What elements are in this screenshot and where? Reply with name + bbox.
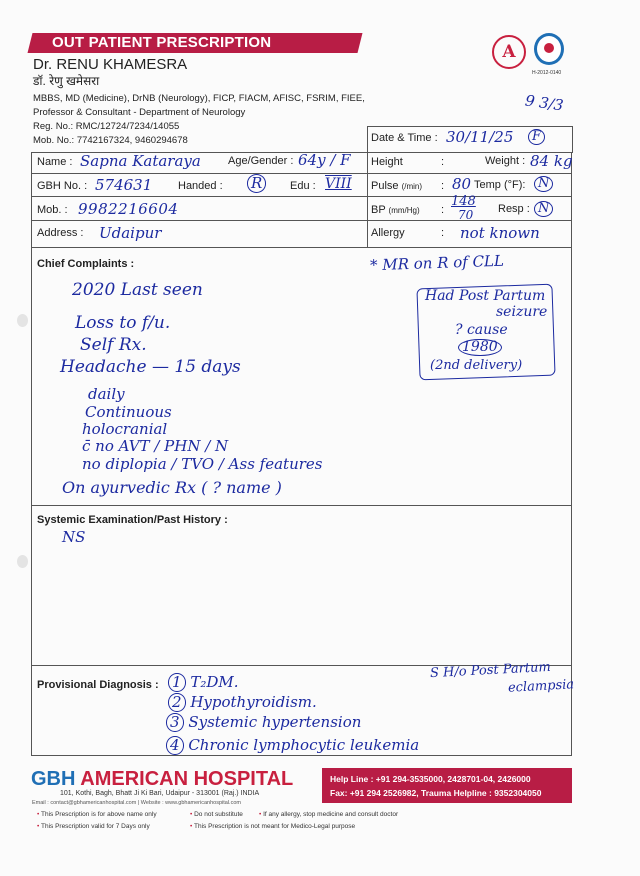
star-note: * MR on R of CLL [369,251,505,275]
diagnosis-text-4: Chronic lymphocytic leukemia [188,736,420,754]
bp-unit: (mm/Hg) [388,206,420,215]
punch-hole [17,314,28,327]
footer-note-4-text: This Prescription valid for 7 Days only [40,823,150,830]
diagnosis-item-3 [166,713,361,732]
doctor-name: Dr. RENU KHAMESRA [33,56,188,73]
pulse-label [371,180,422,192]
mob-label: Mob. : [37,204,68,216]
temp-value: N [534,176,553,192]
row-rule [31,247,572,248]
footer-note-2: • Do not substitute [190,811,243,818]
accreditation-caption: H-2012-0140 [532,70,562,76]
section-rule [31,505,572,506]
footer-note-3-text: If any allergy, stop medicine and consult doctor [263,811,399,818]
margin-note: 9 3/3 [523,91,565,115]
chief-complaints-title: Chief Complaints : [37,258,135,270]
pulse-colon: : [441,180,445,192]
diagnosis-item-2 [168,693,317,712]
handed-label: Handed : [178,180,223,192]
diagnosis-text-1: T₂DM. [190,673,239,691]
diagnosis-item-1 [168,673,239,692]
box-line-4: 1980 [458,339,502,356]
gbh-number: 574631 [95,176,153,194]
patient-age-gender: 64y / F [298,151,351,169]
diagnosis-num-1: 1 [168,673,186,692]
height-colon: : [441,156,445,168]
complaint-line-3: Self Rx. [80,335,147,355]
systemic-value: NS [62,528,86,546]
doctor-designation: Professor & Consultant - Department of Neurology [33,107,246,118]
allergy-value: not known [460,224,540,242]
footer-note-3: • If any allergy, stop medicine and consult doctor [259,811,399,818]
diagnosis-side-note-1: S H/o Post Partum [429,659,552,682]
row-rule [31,196,572,197]
hospital-logo [31,768,293,791]
bp-label-text: BP [371,204,386,216]
punch-hole [17,555,28,568]
bp-diastolic: 70 [458,208,474,222]
box-line-3: ? cause [455,322,508,338]
diagnosis-title: Provisional Diagnosis : [37,679,159,691]
complaint-line-10: On ayurvedic Rx ( ? name ) [62,478,282,497]
age-gender-label: Age/Gender : [228,155,294,167]
footer-note-1: • This Prescription is for above name only [37,811,157,818]
banner-title: OUT PATIENT PRESCRIPTION [52,34,272,51]
complaint-line-5: daily [88,385,125,403]
gbh-label: GBH No. : [37,180,88,192]
patient-name: Sapna Kataraya [80,152,201,170]
registration-number: Reg. No.: RMC/12724/7234/14055 [33,121,180,132]
footer-note-2-text: Do not substitute [194,811,243,818]
helpline-text: Help Line : +91 294-3535000, 2428701-04, 2426000 [330,774,531,784]
box-line-5: (2nd delivery) [430,358,523,373]
hospital-logo-name: AMERICAN HOSPITAL [80,768,294,790]
footer-note-1-text: This Prescription is for above name only [40,811,157,818]
accreditation-logo-seal [534,33,564,65]
complaint-line-8: c̄ no AVT / PHN / N [82,437,229,455]
pulse-label-text: Pulse [371,180,399,192]
temp-label: Temp (°F): [474,179,526,191]
complaint-line-6: Continuous [85,403,172,421]
footer-note-5-text: This Prescription is not meant for Medico-Legal purpose [193,823,356,830]
row-rule [31,220,572,221]
patient-mobile: 9982216604 [78,200,179,218]
diagnosis-side-note-2: eclampsia [507,677,575,696]
allergy-colon: : [441,227,445,239]
pulse-unit: (/min) [401,182,423,191]
date-label: Date & Time : [371,132,438,144]
vitals-divider [367,126,368,248]
diagnosis-text-3: Systemic hypertension [188,713,362,731]
diagnosis-item-4 [166,736,419,755]
date-mark: F [528,129,545,145]
box-line-2: seizure [496,304,548,320]
diagnosis-num-2: 2 [168,693,186,712]
complaint-line-9: no diplopia / TVO / Ass features [82,455,323,473]
box-line-1: Had Post Partum [425,288,546,304]
doctor-qualifications: MBBS, MD (Medicine), DrNB (Neurology), FICP, FIACM, AFISC, FSRIM, FIEE, [33,93,365,104]
diagnosis-text-2: Hypothyroidism. [190,693,317,711]
complaint-line-7: holocranial [82,420,168,438]
handed-value: R [247,174,266,193]
weight-label: Weight : [485,155,526,167]
bp-label [371,204,420,216]
complaint-line-1: 2020 Last seen [72,280,203,300]
doctor-mobile: Mob. No.: 7742167324, 9460294678 [33,135,188,146]
hospital-email: Email : contact@gbhamericanhospital.com | Website : www.gbhamericanhospital.com [32,800,241,806]
vitals-right-rule [572,126,573,153]
row-rule [31,173,572,174]
name-label: Name : [37,156,73,168]
accreditation-logo-a: A [492,35,526,69]
fax-text: Fax: +91 294 2526982, Trauma Helpline : 9352304050 [330,788,542,798]
complaint-line-4: Headache — 15 days [60,357,241,377]
vitals-top-rule [367,126,573,127]
diagnosis-num-3: 3 [166,713,184,732]
systemic-title: Systemic Examination/Past History : [37,514,228,526]
address-label: Address : [37,227,84,239]
footer-note-5: • This Prescription is not meant for Medico-Legal purpose [190,823,356,830]
patient-address: Udaipur [99,224,162,242]
diagnosis-num-4: 4 [166,736,184,755]
visit-date: 30/11/25 [446,128,514,146]
pulse-value: 80 [452,175,472,193]
resp-value: N [534,201,553,217]
height-label: Height [371,156,403,168]
edu-value: VIII [325,176,352,192]
bp-colon: : [441,204,445,216]
resp-label: Resp : [498,203,530,215]
doctor-name-hindi: डॉ. रेणु खमेसरा [33,74,100,88]
bp-systolic: 148 [451,194,476,209]
footer-note-4: • This Prescription valid for 7 Days only [37,823,150,830]
complaint-line-2: Loss to f/u. [75,313,171,333]
hospital-address: 101, Kothi, Bagh, Bhatt Ji Ki Bari, Udaipur - 313001 (Raj.) INDIA [60,790,260,797]
hospital-logo-gbh: GBH [31,768,76,790]
allergy-label: Allergy [371,227,405,239]
weight-value: 84 kg [530,152,573,170]
edu-label: Edu : [290,180,316,192]
